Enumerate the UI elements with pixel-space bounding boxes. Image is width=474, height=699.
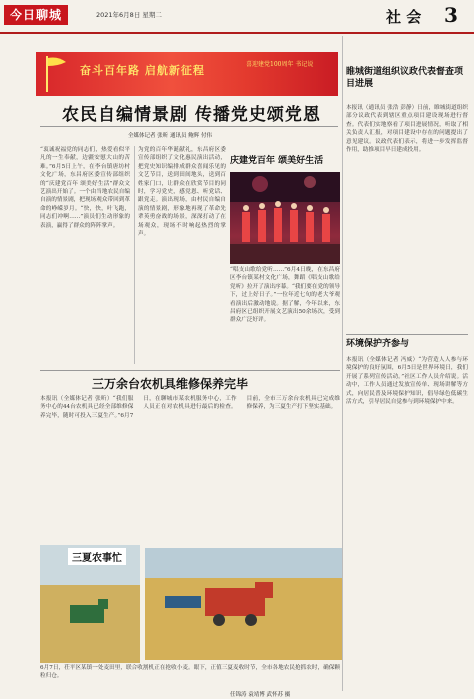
right-story2-body: 本报讯（全媒体记者 冯威）“为营造人人参与环境保护的良好氛围，6月5日是世界环境日，我们开展了系列宣传活动。”社区工作人员介绍说。活动中，工作人员通过发放宣传单、现场讲解等方式，向居民普及环境保护知识，倡导绿色低碳生活方式，引导居民自觉参与到环境保护中来。 xyxy=(346,357,468,406)
banner-slogan: 奋斗百年路 启航新征程 xyxy=(80,64,205,77)
column-divider xyxy=(134,146,135,364)
anniversary-banner xyxy=(36,52,338,96)
harvest-photo xyxy=(145,548,342,660)
photo2-credit: 任锦涛 袁靖博 武怀苏 摄 xyxy=(230,692,291,698)
right-column-divider xyxy=(342,36,343,691)
page-number: 3 xyxy=(444,3,458,27)
section-name: 社 会 xyxy=(386,8,422,26)
combine-harvester-illustration xyxy=(145,548,342,660)
dancers-illustration xyxy=(230,172,340,264)
main-byline: 全媒体记者 张昕 通讯员 鲍辉 付伟 xyxy=(128,133,212,139)
photo2-caption: 6月7日，茌平区某镇一处麦田里，联合收割机正在抢收小麦。眼下，正值三夏麦收时节，全市各地农民抢抓农时，确保颗粒归仓。 xyxy=(40,665,340,680)
flag-icon xyxy=(44,56,68,92)
story2-body: 本报讯（全媒体记者 张昕）“我们服务中心的44台农机具已经全部维修保养完毕，随时可投入三夏生产。”6月7日，在聊城市某农机服务中心，工作人员正在对农机具进行最后的检查。目前，全市三万余台农机具已完成维修保养，为三夏生产打下坚实基础。 xyxy=(40,396,340,419)
issue-date: 2021年6月8日 星期二 xyxy=(96,11,162,19)
main-headline: 农民自编情景剧 传播党史颂党恩 xyxy=(62,105,321,125)
newspaper-logo: 今日聊城 xyxy=(4,5,68,25)
main-story-col1: “衷诚祝福党的同志们，热爱看似平凡的一生奉献，边疆安慰大山的苦难。”6月5日上午，在李台镇唐坊村文化广场，东昌府区委宣传部组织的“庆建党百年 颂美好生活”群众文艺演出开始了。一个由当地农民自编自演的情景剧，把现场观众带回到革命的峥嵘岁月。“快，快，叶飞跑，同志们冲啊……”演员们生动形象的表演，赢得了群众的阵阵掌声。 xyxy=(40,147,130,229)
headline-divider xyxy=(40,126,338,127)
performance-photo xyxy=(230,172,340,264)
story2-headline: 三万余台农机具维修保养完毕 xyxy=(92,377,249,391)
right-story1-headline: 睢城街道组织议政代表督查项目进展 xyxy=(346,67,464,89)
right-story1-body: 本报讯（通讯员 张浩 彭静）日前，睢城街道组织部分议政代表到辖区重点项目建设现场进行督查。代表们实地察看了项目进展情况，听取了相关负责人汇报，对项目建设中存在的问题提出了意见建议。议政代表们表示，将进一步发挥监督作用，助推项目早日建成投用。 xyxy=(346,105,468,154)
main-story-col3: “唱支山歌给党听……”6月4日晚，在东昌府区李台镇某村文化广场，舞蹈《唱支山歌给党听》拉开了演出序幕。“我们要在党的领导下，过上好日子。”一位年近七旬的老大爷观看演出后激动地说。据了解，今年以来，东昌府区已组织开展文艺演出50余场次，受到群众广泛好评。 xyxy=(230,267,340,324)
banner-side-text: 喜迎建党100周年 书记说 xyxy=(246,61,314,68)
main-story-col2: 为党的百年华诞献礼，东昌府区委宣传部组织了文化惠民演出活动，把党史知识编排成群众喜闻乐见的文艺节目，送到田间地头，送到百姓家门口，让群众在欣赏节目的同时，学习党史，感党恩、听党话、跟党走。演出现场，由村民自编自演的情景剧，形象地再现了革命先辈英勇奋战的场景，深深打动了在场观众，现场不时响起热烈的掌声。 xyxy=(138,147,226,238)
section-divider xyxy=(40,370,340,371)
photo-title: 庆建党百年 颂美好生活 xyxy=(230,156,324,166)
photo2-title: 三夏农事忙 xyxy=(68,548,126,565)
right-story2-headline: 环境保护齐参与 xyxy=(346,339,410,349)
right-divider xyxy=(346,334,468,335)
